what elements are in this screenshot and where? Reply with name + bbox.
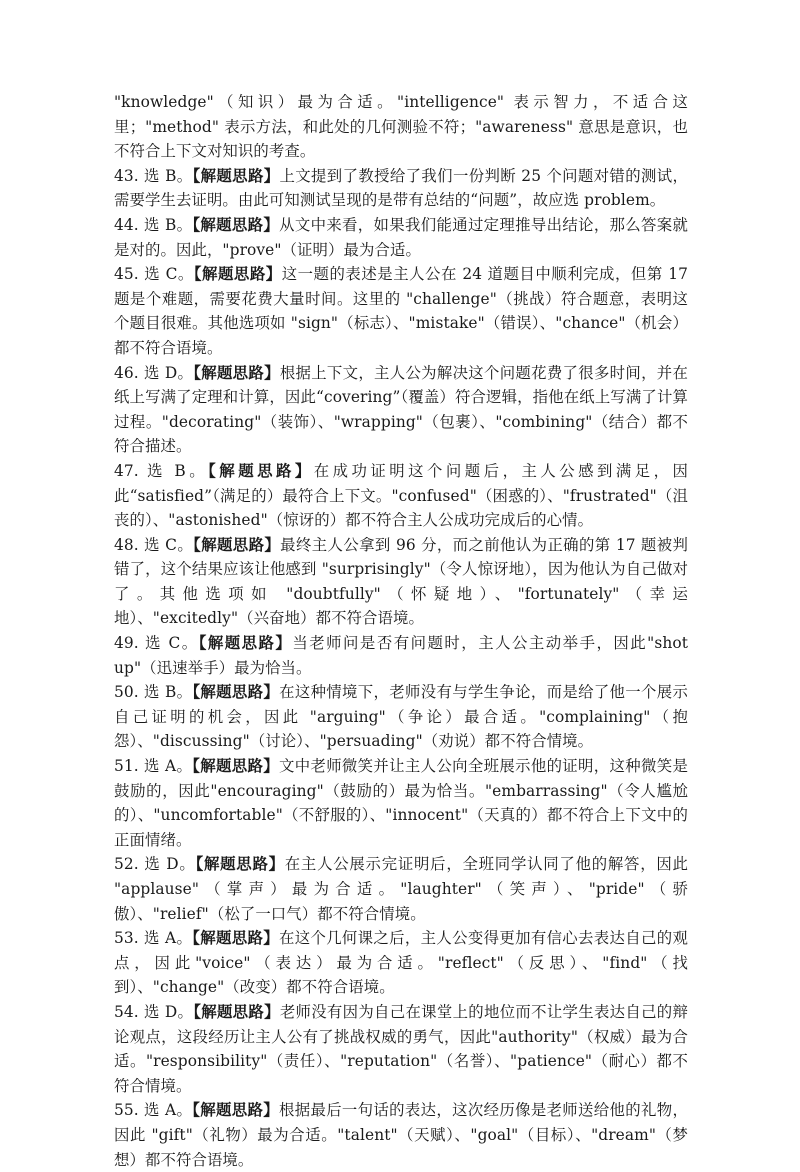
item-48 [114, 533, 688, 631]
item-tag: 【解题思路】 [195, 855, 285, 874]
answer-explanation-page [114, 90, 688, 1172]
item-head: 46. 选 D。 [114, 363, 194, 382]
item-tag: 【解题思路】 [193, 363, 280, 382]
item-tag: 【解题思路】 [192, 215, 280, 234]
item-tag: 【解题思路】 [198, 634, 293, 653]
item-head: 55. 选 A。 [114, 1101, 193, 1120]
item-head: 48. 选 C。 [114, 535, 194, 554]
item-body: 这一题的表述是主人公在 24 道题目中顺利完成，但第 17 题是个难题，需要花费大量时间。这里的 "challenge"（挑战）符合题意，表明这个题目很难。其他选项如 "sign"（标志）、"mistake"（错误）、"chance"（机会）都不符合语境。 [114, 265, 688, 357]
item-head: 52. 选 D。 [114, 855, 196, 874]
item-head: 49. 选 C。 [114, 634, 199, 653]
item-54 [114, 1000, 688, 1098]
item-tag: 【解题思路】 [193, 1002, 280, 1021]
item-tag: 【解题思路】 [192, 683, 280, 702]
item-51 [114, 754, 688, 852]
item-tag: 【解题思路】 [192, 1101, 279, 1120]
item-50 [114, 680, 688, 754]
item-tag: 【解题思路】 [192, 166, 280, 185]
item-body: 在成功证明这个问题后，主人公感到满足，因此“satisfied”（满足的）最符合上下文。"confused"（困惑的）、"frustrated"（沮丧的）、"astonished"（惊讶的）都不符合主人公成功完成后的心情。 [114, 461, 688, 530]
item-body: 当老师问是否有问题时，主人公主动举手，因此"shot up"（迅速举手）最为恰当。 [114, 634, 688, 677]
item-head: 45. 选 C。 [114, 265, 194, 284]
item-head: 54. 选 D。 [114, 1002, 194, 1021]
item-body: 老师没有因为自己在课堂上的地位而不让学生表达自己的辩论观点，这段经历让主人公有了挑战权威的勇气，因此"authority"（权威）最为合适。"responsibility"（责任）、"reputation"（名誉）、"patience"（耐心）都不符合情境。 [114, 1002, 688, 1095]
item-body: 在主人公展示完证明后，全班同学认同了他的解答，因此 "applause"（掌声）最为合适。"laughter"（笑声）、"pride"（骄傲）、"relief"（松了一口气）都不符合情境。 [114, 855, 688, 923]
item-46 [114, 361, 688, 459]
intro-paragraph: "knowledge"（知识）最为合适。"intelligence" 表示智力，不适合这里；"method" 表示方法，和此处的几何测验不符；"awareness" 意思是意识，也不符合上下文对知识的考查。 [114, 93, 688, 161]
item-tag: 【解题思路】 [208, 461, 314, 480]
item-tag: 【解题思路】 [193, 265, 282, 284]
item-head: 47. 选 B。 [114, 461, 209, 480]
item-43 [114, 164, 688, 213]
item-body: 文中老师微笑并让主人公向全班展示他的证明，这种微笑是鼓励的，因此"encouraging"（鼓励的）最为恰当。"embarrassing"（令人尴尬的）、"uncomfortable"（不舒服的）、"innocent"（天真的）都不符合上下文中的正面情绪。 [114, 757, 688, 849]
item-body: 在这种情境下，老师没有与学生争论，而是给了他一个展示自己证明的机会，因此 "arguing"（争论）最合适。"complaining"（抱怨）、"discussing"（讨论）、"persuading"（劝说）都不符合情境。 [114, 683, 688, 751]
item-head: 43. 选 B。 [114, 166, 193, 185]
item-tag: 【解题思路】 [192, 929, 279, 948]
item-55 [114, 1098, 688, 1172]
item-body: 根据最后一句话的表达，这次经历像是老师送给他的礼物，因此 "gift"（礼物）最为合适。"talent"（天赋）、"goal"（目标）、"dream"（梦想）都不符合语境。 [114, 1101, 688, 1169]
item-head: 53. 选 A。 [114, 929, 193, 948]
item-head: 44. 选 B。 [114, 215, 193, 234]
item-body: 在这个几何课之后，主人公变得更加有信心去表达自己的观点，因此"voice"（表达）最为合适。"reflect"（反思）、"find"（找到）、"change"（改变）都不符合语境。 [114, 929, 688, 997]
item-tag: 【解题思路】 [192, 757, 279, 776]
item-44 [114, 213, 688, 262]
item-47 [114, 459, 688, 533]
item-49 [114, 631, 688, 680]
item-body: 最终主人公拿到 96 分，而之前他认为正确的第 17 题被判错了，这个结果应该让他感到 "surprisingly"（令人惊讶地），因为他认为自己做对了。其他选项如 "doubtfully"（怀疑地）、"fortunately"（幸运地）、"excitedly"（兴奋地）都不符合语境。 [114, 535, 688, 628]
item-tag: 【解题思路】 [193, 535, 281, 554]
item-52 [114, 852, 688, 926]
item-body: 上文提到了教授给了我们一份判断 25 个问题对错的测试，需要学生去证明。由此可知测试呈现的是带有总结的“问题”，故应选 problem。 [114, 166, 689, 210]
item-head: 51. 选 A。 [114, 757, 193, 776]
item-53 [114, 926, 688, 1000]
item-body: 从文中来看，如果我们能通过定理推导出结论，那么答案就是对的。因此，"prove"（证明）最为合适。 [114, 215, 688, 259]
item-body: 根据上下文，主人公为解决这个问题花费了很多时间，并在纸上写满了定理和计算，因此“covering”（覆盖）符合逻辑，指他在纸上写满了计算过程。"decorating"（装饰）、"wrapping"（包裹）、"combining"（结合）都不符合描述。 [114, 363, 688, 456]
item-45 [114, 262, 688, 360]
item-head: 50. 选 B。 [114, 683, 193, 702]
